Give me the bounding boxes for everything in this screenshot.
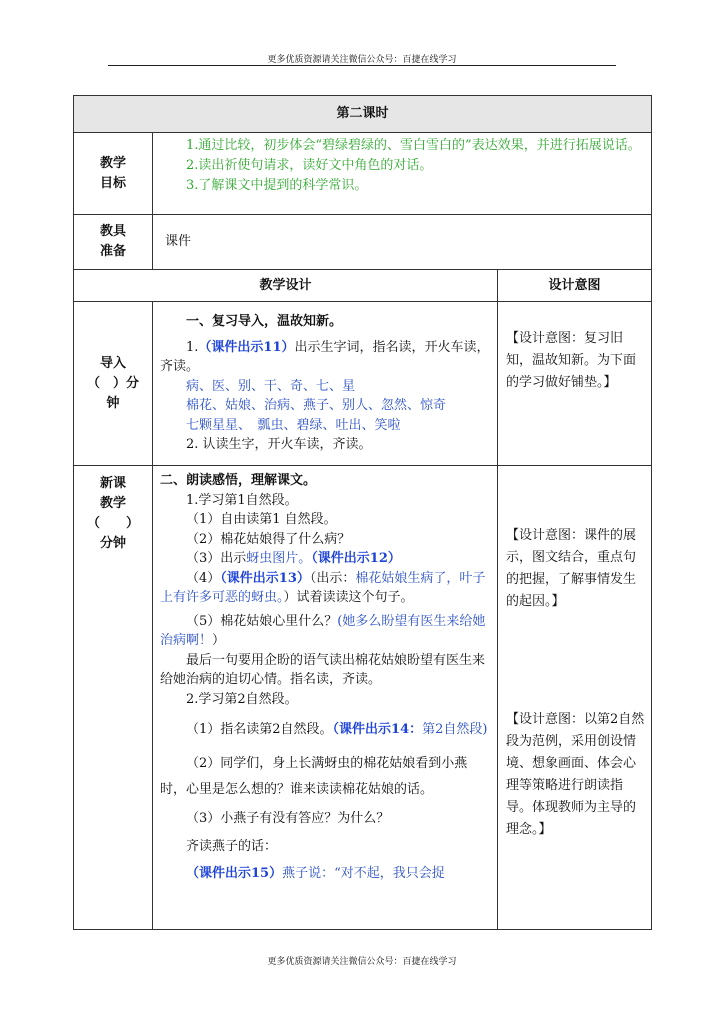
intro-step2: 2. 认读生字，开火车读，齐读。 xyxy=(186,437,372,452)
newlesson-p1b: （2）棉花姑娘得了什么病？ xyxy=(186,531,351,547)
goal-item-3: 3.了解课文中提到的科学常识。 xyxy=(186,178,368,193)
newlesson-p1a: （1）自由读第1 自然段。 xyxy=(186,512,337,527)
newlesson-intent-1: 【设计意图：课件的展示，图文结合，重点句的把握，了解事情发生的起因。】 xyxy=(506,528,637,609)
intro-heading: 一、复习导入，温故知新。 xyxy=(186,314,343,329)
newlesson-p2c: （3）小燕子有没有答应？为什么？ xyxy=(186,811,390,826)
newlesson-p1e-end: ） xyxy=(212,633,226,648)
newlesson-label-line2: 教学 xyxy=(99,496,126,511)
intro-label-line3: 钟 xyxy=(106,395,120,411)
newlesson-p1d-blue: 棉花姑娘生病了，叶子上有许多可恶的蚜虫。 xyxy=(160,570,486,605)
newlesson-p1d xyxy=(160,569,493,608)
lesson-title: 第二课时 xyxy=(74,96,652,133)
newlesson-p1c xyxy=(160,549,493,569)
newlesson-p2a-blue: 第2自然段) xyxy=(422,722,488,737)
newlesson-p2a xyxy=(160,717,493,743)
newlesson-p1: 1.学习第1自然段。 xyxy=(186,492,298,508)
goals-label xyxy=(74,133,153,215)
newlesson-p1e xyxy=(160,612,493,651)
newlesson-p2b: （2）同学们，身上长满蚜虫的棉花姑娘看到小燕时，心里是怎么想的？谁来读读棉花姑娘的话。 xyxy=(160,756,468,797)
intro-label-line1: 导入 xyxy=(99,355,126,371)
intro-step1-text: 出示生字词，指名读，开火车读，齐读。 xyxy=(160,339,490,374)
tools-label-line2: 准备 xyxy=(99,244,126,259)
newlesson-p2: 2.学习第2自然段。 xyxy=(186,691,298,707)
newlesson-p1d-mid: （出示： xyxy=(309,570,356,586)
newlesson-p1d-end: ）试着读读这个句子。 xyxy=(283,590,414,605)
newlesson-p1d-prefix: （4） xyxy=(186,570,221,586)
intro-content xyxy=(153,302,498,466)
goals-label-line2: 目标 xyxy=(99,175,126,191)
newlesson-heading: 二、朗读感悟，理解课文。 xyxy=(160,473,317,488)
newlesson-p1f: 最后一句要用企盼的语气读出棉花姑娘盼望有医生来给她治病的迫切心情。指名读，齐读。 xyxy=(160,652,486,687)
intro-words1: 棉花、姑娘、治病、燕子、别人、忽然、惊奇 xyxy=(186,398,447,413)
newlesson-p1c-cue: （课件出示12） xyxy=(311,551,401,566)
page-header: 更多优质资源请关注微信公众号：百捷在线学习 xyxy=(267,55,457,65)
tools-label-line1: 教具 xyxy=(99,224,126,239)
newlesson-p1c-prefix: （3）出示 xyxy=(186,551,247,566)
newlesson-label-line3: （ ） xyxy=(86,516,139,531)
header-divider xyxy=(108,65,616,66)
newlesson-p1e-blue: (她多么盼望有医生来给她治病啊！ xyxy=(160,613,486,648)
column-intent-header: 设计意图 xyxy=(498,270,652,302)
intro-chars: 病、医、别、干、奇、七、星 xyxy=(186,378,356,394)
newlesson-intent-cell xyxy=(498,466,652,930)
tools-value: 课件 xyxy=(153,215,652,270)
goals-label-line1: 教学 xyxy=(99,155,126,171)
newlesson-p2d: 齐读燕子的话： xyxy=(186,838,278,854)
newlesson-p2e-blue: 燕子说：“对不起，我只会捉 xyxy=(282,866,445,881)
goals-content xyxy=(153,133,652,215)
intro-label xyxy=(74,302,153,466)
tools-label xyxy=(74,215,153,270)
intro-intent: 【设计意图：复习旧知，温故知新。为下面的学习做好铺垫。】 xyxy=(498,302,652,466)
newlesson-intent-2: 【设计意图：以第2自然段为范例，采用创设情境、想象画面、体会心理等策略进行朗读指导。体现教师为主导的理念。】 xyxy=(506,712,645,837)
newlesson-label-line1: 新课 xyxy=(99,476,126,491)
newlesson-p2e xyxy=(160,864,493,884)
intro-step1-cue: （课件出示11） xyxy=(198,339,295,355)
goal-item-1: 1.通过比较，初步体会“碧绿碧绿的、雪白雪白的”表达效果，并进行拓展说话。 xyxy=(186,138,641,153)
newlesson-p2e-cue: （课件出示15） xyxy=(186,866,283,881)
newlesson-label-line4: 分钟 xyxy=(99,536,126,551)
intro-step1 xyxy=(160,338,493,377)
newlesson-content xyxy=(153,466,498,930)
column-design-header: 教学设计 xyxy=(74,270,498,302)
lesson-plan-table xyxy=(73,95,652,930)
newlesson-p2a-prefix: （1）指名读第2自然段。 xyxy=(186,722,333,737)
newlesson-p2a-cue: （课件出示14： xyxy=(332,722,423,737)
intro-words2: 七颗星星、 瓢虫、碧绿、吐出、笑啦 xyxy=(186,417,401,433)
page-footer: 更多优质资源请关注微信公众号：百捷在线学习 xyxy=(267,957,457,967)
intro-label-line2: （ ）分 xyxy=(86,375,139,391)
newlesson-label xyxy=(74,466,153,930)
newlesson-p1c-blue: 蚜虫图片。 xyxy=(246,551,312,566)
newlesson-p1e-prefix: （5）棉花姑娘心里什么？ xyxy=(186,613,338,629)
goal-item-2: 2.读出祈使句请求，读好文中角色的对话。 xyxy=(186,158,433,173)
intro-step1-prefix: 1. xyxy=(186,339,199,355)
newlesson-p1d-cue: （课件出示13） xyxy=(220,570,310,586)
